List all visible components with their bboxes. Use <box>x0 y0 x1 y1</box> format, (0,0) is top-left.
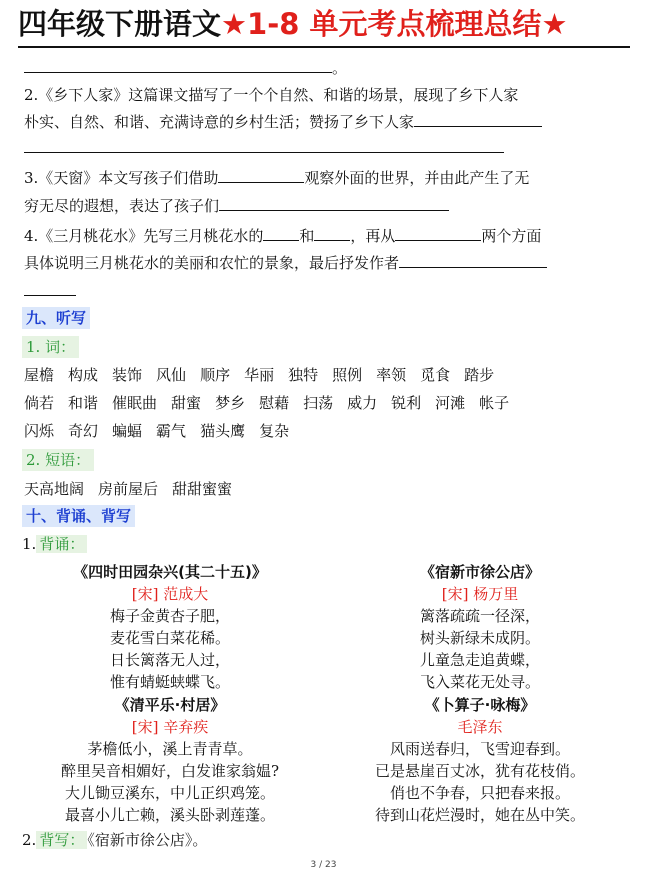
section-9-heading: 九、听写 <box>22 307 90 329</box>
poem-line: 梅子金黄杏子肥， <box>109 607 230 625</box>
poem-line: 待到山花烂漫时，她在丛中笑。 <box>374 806 585 824</box>
poem-line: 篱落疏疏一径深， <box>419 607 540 625</box>
item4-line1: 4.《三月桃花水》先写三月桃花水的 和 ，再从 两个方面 <box>24 224 541 247</box>
vocab-word: 复杂 <box>259 422 290 440</box>
poem-line: 醉里吴音相媚好，白发谁家翁媪? <box>60 762 280 780</box>
poem-line: 日长篱落无人过， <box>109 651 230 669</box>
answer-blank <box>24 136 504 153</box>
vocab-word: 奇幻 <box>68 422 99 440</box>
words-row-2 <box>24 392 523 414</box>
poem-3 <box>20 694 320 826</box>
poem-author: [宋] 辛弃疾 <box>131 718 209 736</box>
title-underline <box>18 46 630 48</box>
vocab-word: 顺序 <box>200 366 231 384</box>
vocab-word: 照例 <box>332 366 363 384</box>
vocab-word: 蝙蝠 <box>112 422 143 440</box>
recite-label: 1. 背诵： <box>22 533 87 555</box>
poem-title: 《清平乐·村居》 <box>114 696 226 714</box>
poem-author: 毛泽东 <box>457 718 503 736</box>
vocab-word: 甜蜜 <box>171 394 202 412</box>
vocab-word: 房前屋后 <box>98 480 159 498</box>
item2-line2: 朴实、自然、和谐、充满诗意的乡村生活；赞扬了乡下人家 <box>24 110 542 133</box>
answer-blank <box>24 279 76 296</box>
vocab-word: 和谐 <box>68 394 99 412</box>
vocab-word: 风仙 <box>156 366 187 384</box>
vocab-word: 梦乡 <box>215 394 246 412</box>
answer-blank <box>218 166 304 183</box>
item4-line2: 具体说明三月桃花水的美丽和农忙的景象，最后抒发作者 <box>24 251 547 274</box>
vocab-word: 催眠曲 <box>112 394 158 412</box>
answer-blank <box>395 224 481 241</box>
words-row-3 <box>24 420 303 442</box>
vocab-word: 锐利 <box>391 394 422 412</box>
vocab-word: 觅食 <box>420 366 451 384</box>
item3-line1: 3.《天窗》本文写孩子们借助 观察外面的世界，并由此产生了无 <box>24 166 529 189</box>
vocab-word: 踏步 <box>464 366 495 384</box>
item1-end: 。 <box>24 56 347 79</box>
words-row-1 <box>24 364 508 386</box>
poem-title: 《四时田园杂兴(其二十五)》 <box>73 563 267 581</box>
answer-blank <box>314 224 350 241</box>
dictation-writing-line: 2. 背写： 《宿新市徐公店》。 <box>22 831 208 849</box>
section-10-heading: 十、背诵、背写 <box>22 505 135 527</box>
poem-line: 最喜小儿亡赖，溪头卧剥莲蓬。 <box>64 806 275 824</box>
vocab-word: 猫头鹰 <box>200 422 246 440</box>
vocab-word: 霸气 <box>156 422 187 440</box>
vocab-word: 独特 <box>288 366 319 384</box>
poem-4 <box>330 694 630 826</box>
item3-line2: 穷无尽的遐想，表达了孩子们 <box>24 194 449 217</box>
phrases-row <box>24 478 246 500</box>
answer-blank <box>414 110 542 127</box>
poem-author: [宋] 杨万里 <box>441 585 519 603</box>
vocab-word: 甜甜蜜蜜 <box>172 480 233 498</box>
vocab-word: 屋檐 <box>24 366 55 384</box>
page-title <box>18 4 628 44</box>
answer-blank <box>399 251 547 268</box>
poem-line: 已是悬崖百丈冰，犹有花枝俏。 <box>374 762 585 780</box>
page-number: 3 / 23 <box>310 860 337 870</box>
answer-blank <box>263 224 299 241</box>
vocab-word: 威力 <box>347 394 378 412</box>
answer-blank <box>24 56 332 73</box>
answer-blank <box>219 194 449 211</box>
poem-line: 飞入菜花无处寻。 <box>419 673 540 691</box>
poem-author: [宋] 范成大 <box>131 585 209 603</box>
item2-line3 <box>24 136 504 159</box>
poem-line: 茅檐低小，溪上青青草。 <box>87 740 253 758</box>
poem-line: 风雨送春归，飞雪迎春到。 <box>389 740 570 758</box>
section-9-phrases-label: 2. 短语： <box>22 449 94 471</box>
title-black: 四年级下册语文 <box>18 7 222 41</box>
vocab-word: 河滩 <box>435 394 466 412</box>
vocab-word: 慰藉 <box>259 394 290 412</box>
item2-line1: 2.《乡下人家》这篇课文描写了一个个自然、和谐的场景，展现了乡下人家 <box>24 86 519 104</box>
title-red: ★1-8 单元考点梳理总结★ <box>221 7 568 41</box>
poem-title: 《卜算子·咏梅》 <box>424 696 536 714</box>
poem-line: 俏也不争春，只把春来报。 <box>389 784 570 802</box>
vocab-word: 率领 <box>376 366 407 384</box>
poem-line: 麦花雪白菜花稀。 <box>109 629 230 647</box>
vocab-word: 帐子 <box>479 394 510 412</box>
poem-title: 《宿新市徐公店》 <box>419 563 540 581</box>
poem-line: 惟有蜻蜓蛱蝶飞。 <box>109 673 230 691</box>
poem-line: 树头新绿未成阴。 <box>419 629 540 647</box>
item4-line3 <box>24 279 76 302</box>
vocab-word: 装饰 <box>112 366 143 384</box>
poem-1 <box>20 561 320 693</box>
poem-line: 大儿锄豆溪东，中儿正织鸡笼。 <box>64 784 275 802</box>
vocab-word: 扫荡 <box>303 394 334 412</box>
vocab-word: 构成 <box>68 366 99 384</box>
section-9-words-label: 1. 词： <box>22 336 79 358</box>
vocab-word: 倘若 <box>24 394 55 412</box>
vocab-word: 华丽 <box>244 366 275 384</box>
vocab-word: 闪烁 <box>24 422 55 440</box>
vocab-word: 天高地阔 <box>24 480 85 498</box>
poem-line: 儿童急走追黄蝶， <box>419 651 540 669</box>
poem-2 <box>330 561 630 693</box>
